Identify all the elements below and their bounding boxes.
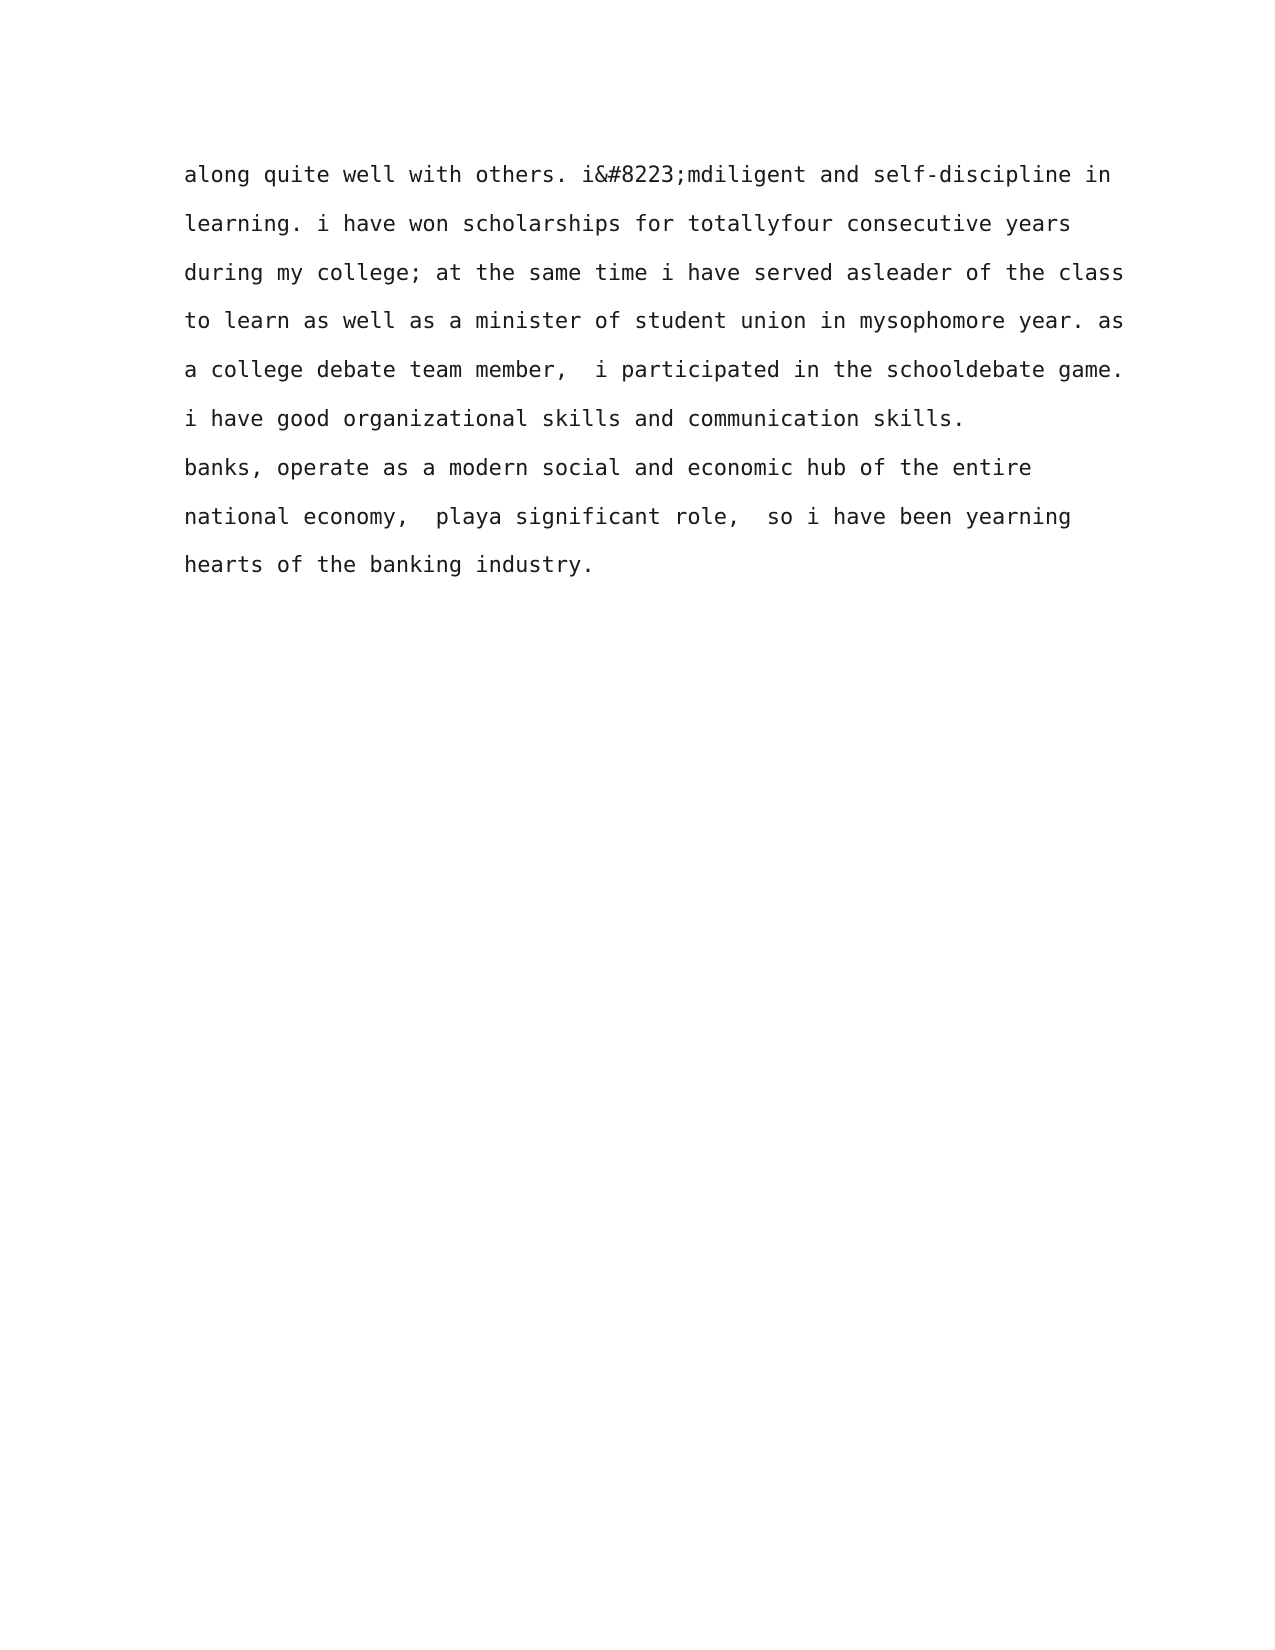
text-line: during my college; at the same time i have served asleader of the class [184, 260, 1125, 286]
text-line: a college debate team member, i participated in the schooldebate game. [184, 358, 1125, 384]
text-line: national economy, playa significant role, so i have been yearning [184, 504, 1072, 530]
text-line: along quite well with others. i&#8223;mdiligent and self-discipline in [184, 163, 1112, 188]
text-line: banks, operate as a modern social and economic hub of the entire [184, 455, 1032, 481]
text-line: i have good organizational skills and communication skills. [184, 406, 966, 432]
text-line: hearts of the banking industry. [184, 553, 595, 579]
text-line: to learn as well as a minister of student union in mysophomore year. as [184, 309, 1125, 335]
document-body [184, 152, 1125, 591]
text-line: learning. i have won scholarships for totallyfour consecutive years [184, 211, 1072, 237]
